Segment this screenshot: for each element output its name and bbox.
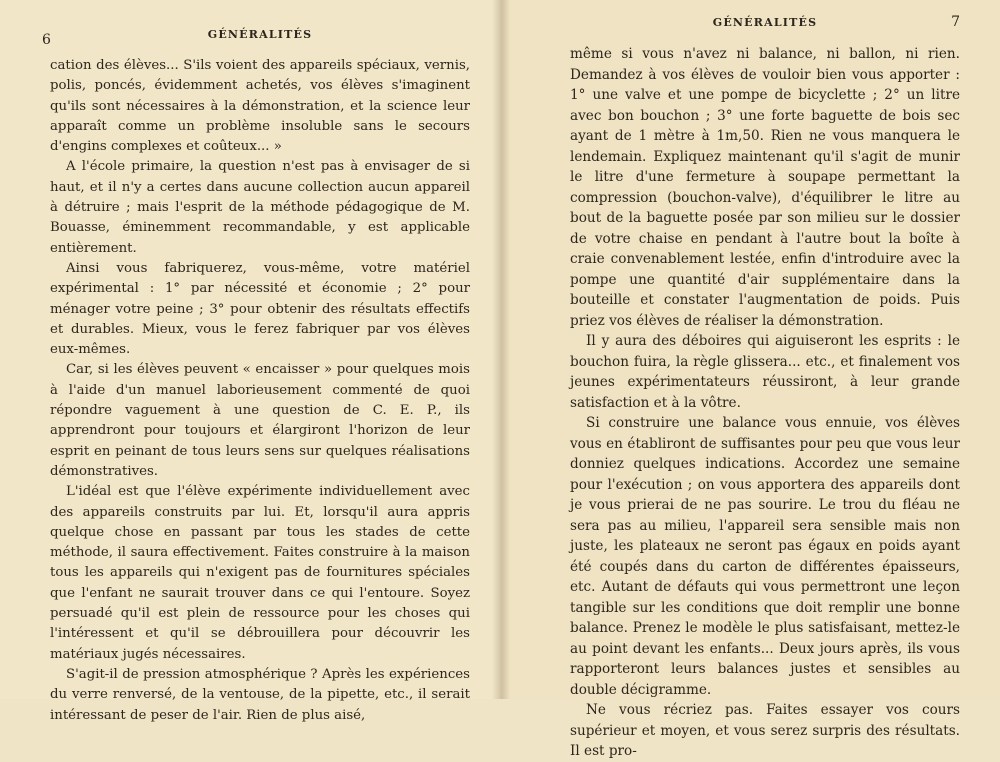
running-head: GÉNÉRALITÉS — [712, 16, 818, 29]
page-number: 6 — [42, 32, 51, 48]
page-number: 7 — [951, 14, 960, 30]
running-head: GÉNÉRALITÉS — [207, 28, 313, 41]
right-page-body — [570, 44, 960, 762]
right-page — [500, 0, 1000, 759]
paragraph: Car, si les élèves peuvent « encaisser » pour quelques mois à l'aide d'un manuel laborieusement commenté de quoi répondre vaguement à une question de C. E. P., ils apprendront pour toujours et élargiront l'horizon de leur esprit en peinant de tous leurs sens sur quelques réalisations démonstratives. — [50, 362, 470, 479]
paragraph: L'idéal est que l'élève expérimente individuellement avec des appareils construits par lui. Et, lorsqu'il aura appris quelque chose en passant par tous les stades de cette méthode, il saura effectivement. Faites construire à la maison tous les appareils qui n'exigent pas de fournitures spéciales que l'enfant ne saurait trouver dans ce qui l'entoure. Soyez persuadé qu'il est plein de ressource pour les choses qui l'intéressent et qu'il se débrouillera pour découvrir les matériaux jugés nécessaires. — [50, 484, 470, 662]
paragraph: même si vous n'avez ni balance, ni ballon, ni rien. Demandez à vos élèves de vouloir bien vous apporter : 1° une valve et une pompe de bicyclette ; 2° un litre avec bon bouchon ; 3° une forte baguette de bois sec ayant de 1 mètre à 1m,50. Rien ne vous manquera le lendemain. Expliquez maintenant qu'il s'agit de munir le litre d'une fermeture à soupape permettant la compression (bouchon-valve), d'équilibrer le litre au bout de la baguette posée par son milieu sur le dossier de votre chaise en pendant à l'autre bout la boîte à craie convenablement lestée, enfin d'introduire avec la pompe une quantité d'air supplémentaire dans la bouteille et constater l'augmentation de poids. Puis priez vos élèves de réaliser la démonstration. — [570, 46, 960, 329]
left-page-body — [50, 56, 470, 726]
left-page-header — [42, 28, 470, 50]
paragraph: cation des élèves... S'ils voient des appareils spéciaux, vernis, polis, poncés, évidemment achetés, vos élèves s'imaginent qu'ils sont nécessaires à la démonstration, et la science leur apparaît comme un problème insoluble sans le secours d'engins complexes et coûteux... » — [50, 58, 470, 155]
paragraph: S'agit-il de pression atmosphérique ? Après les expériences du verre renversé, de la ventouse, de la pipette, etc., il serait intéressant de peser de l'air. Rien de plus aisé, — [50, 666, 470, 723]
paragraph: Ne vous récriez pas. Faites essayer vos cours supérieur et moyen, et vous serez surpris des résultats. Il est pro- — [570, 702, 960, 759]
paragraph: A l'école primaire, la question n'est pas à envisager de si haut, et il n'y a certes dans aucune collection aucun appareil à détruire ; mais l'esprit de la méthode pédagogique de M. Bouasse, éminemment recommandable, y est applicable entièrement. — [50, 159, 470, 256]
paragraph: Il y aura des déboires qui aiguiseront les esprits : le bouchon fuira, la règle glissera... etc., et finalement vos jeunes expérimentateurs réussiront, à leur grande satisfaction et à la vôtre. — [570, 333, 960, 411]
right-page-header — [570, 14, 960, 36]
left-page — [0, 0, 500, 723]
paragraph: Ainsi vous fabriquerez, vous-même, votre matériel expérimental : 1° par nécessité et économie ; 2° pour ménager votre peine ; 3° pour obtenir des résultats effectifs et durables. Mieux, vous le ferez fabriquer par vos élèves eux-mêmes. — [50, 260, 470, 358]
paragraph: Si construire une balance vous ennuie, vos élèves vous en établiront de suffisantes pour peu que vous leur donniez quelques indications. Accordez une semaine pour l'exécution ; on vous apportera des appareils dont je vous prierai de ne pas sourire. Le trou du fléau ne sera pas au milieu, l'appareil sera sensible mais non juste, les plateaux ne seront pas égaux en poids ayant été coupés dans du carton de différentes épaisseurs, etc. Autant de défauts qui vous permettront une leçon tangible sur les conditions que doit remplir une bonne balance. Prenez le modèle le plus satisfaisant, mettez-le au point devant les enfants... Deux jours après, ils vous rapporteront leurs balances justes et sensibles au double décigramme. — [570, 415, 960, 698]
